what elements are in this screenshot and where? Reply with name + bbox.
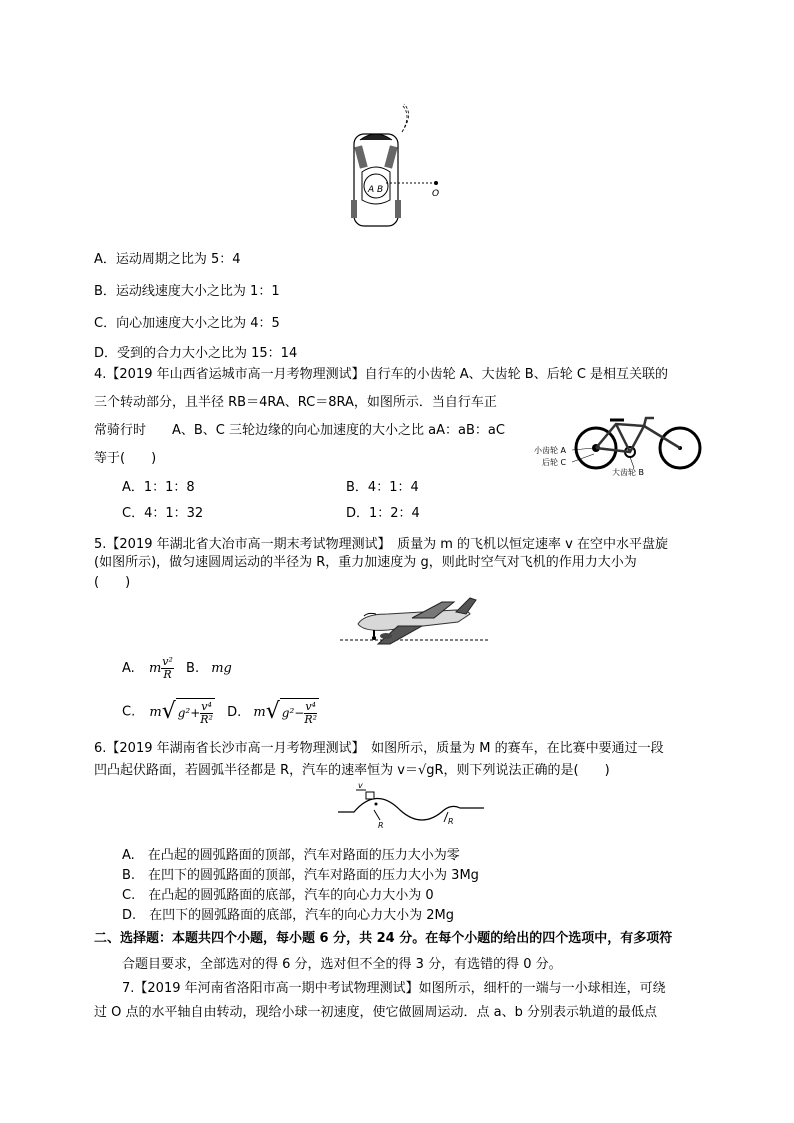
- q6-option-b: B. 在凹下的圆弧路面的顶部，汽车对路面的压力大小为 3Mg: [122, 868, 479, 883]
- label-small-gear: 小齿轮 A: [534, 446, 567, 455]
- q7-line1: 7.【2019 年河南省洛阳市高一期中考试物理测试】如图所示，细杆的一端与一小球相连，可绕: [122, 981, 666, 996]
- q4-line3: 常骑行时 A、B、C 三轮边缘的向心加速度的大小之比 aA：aB：aC: [94, 423, 505, 438]
- q3-option-c: C．向心加速度大小之比为 4：5: [94, 316, 280, 331]
- label-rear-wheel: 后轮 C: [542, 458, 567, 467]
- q5-line3: ( ): [94, 575, 131, 590]
- q3-option-b: B．运动线速度大小之比为 1：1: [94, 284, 280, 299]
- label-ab: A B: [368, 185, 384, 195]
- q5-option-a: A. m $\frac{\text{v²}}{R}$ B. mg: [122, 655, 232, 681]
- airplane-figure: [338, 596, 490, 650]
- label-r1: R: [378, 821, 384, 830]
- q4-line4: 等于( ): [94, 451, 157, 466]
- label-r2: R: [448, 817, 454, 826]
- label-v: v: [358, 782, 363, 790]
- q4-option-c: C．4：1：32: [122, 506, 204, 521]
- q6-option-d: D. 在凹下的圆弧路面的底部，汽车的向心力大小为 2Mg: [122, 908, 455, 923]
- q6-line1: 6.【2019 年湖南省长沙市高一月考物理测试】 如图所示，质量为 M 的赛车，在比赛中要通过一段: [94, 741, 664, 756]
- q4-line1: 4.【2019 年山西省运城市高一月考物理测试】自行车的小齿轮 A、大齿轮 B、后轮 C 是相互关联的: [94, 367, 669, 382]
- q3-option-a: A．运动周期之比为 5：4: [94, 252, 241, 267]
- q5-option-cd: C. m√ g²+ $\frac{\text{v⁴}}{\text{R²}}$ D. m√ g²− $\frac{\text{v⁴}}{\text{R²}}$: [122, 699, 318, 726]
- q4-option-a: A．1：1：8: [122, 480, 195, 495]
- section2-line2: 合题目要求，全部选对的得 6 分，选对但不全的得 3 分，有选错的得 0 分。: [122, 957, 562, 972]
- q4-option-b: B．4：1：4: [346, 480, 419, 495]
- q4-line2: 三个转动部分，且半径 RB＝4RA、RC＝8RA，如图所示．当自行车正: [94, 395, 497, 410]
- q7-line2: 过 O 点的水平轴自由转动，现给小球一初速度，使它做圆周运动．点 a、b 分别表示轨道的最低点: [94, 1005, 657, 1020]
- q6-option-a: A. 在凸起的圆弧路面的顶部，汽车对路面的压力大小为零: [122, 848, 460, 863]
- q6-line2: 凹凸起伏路面，若圆弧半径都是 R，汽车的速率恒为 v＝√gR，则下列说法正确的是( ): [94, 763, 610, 778]
- label-big-gear: 大齿轮 B: [612, 468, 645, 477]
- q3-option-d: D．受到的合力大小之比为 15：14: [94, 346, 298, 361]
- road-figure: [336, 782, 486, 838]
- bicycle-figure: [532, 412, 708, 482]
- q4-option-d: D．1：2：4: [346, 506, 420, 521]
- section2-line1: 二、选择题：本题共四个小题，每小题 6 分，共 24 分。在每个小题的给出的四个选项中，有多项符: [94, 931, 673, 946]
- car-turning-figure: [340, 100, 460, 232]
- q6-option-c: C. 在凸起的圆弧路面的底部，汽车的向心力大小为 0: [122, 888, 434, 903]
- q5-line2: (如图所示)，做匀速圆周运动的半径为 R，重力加速度为 g，则此时空气对飞机的作用力大小为: [94, 555, 637, 570]
- q5-line1: 5.【2019 年湖北省大冶市高一期末考试物理测试】 质量为 m 的飞机以恒定速率 v 在空中水平盘旋: [94, 537, 669, 552]
- label-o: O: [432, 189, 440, 199]
